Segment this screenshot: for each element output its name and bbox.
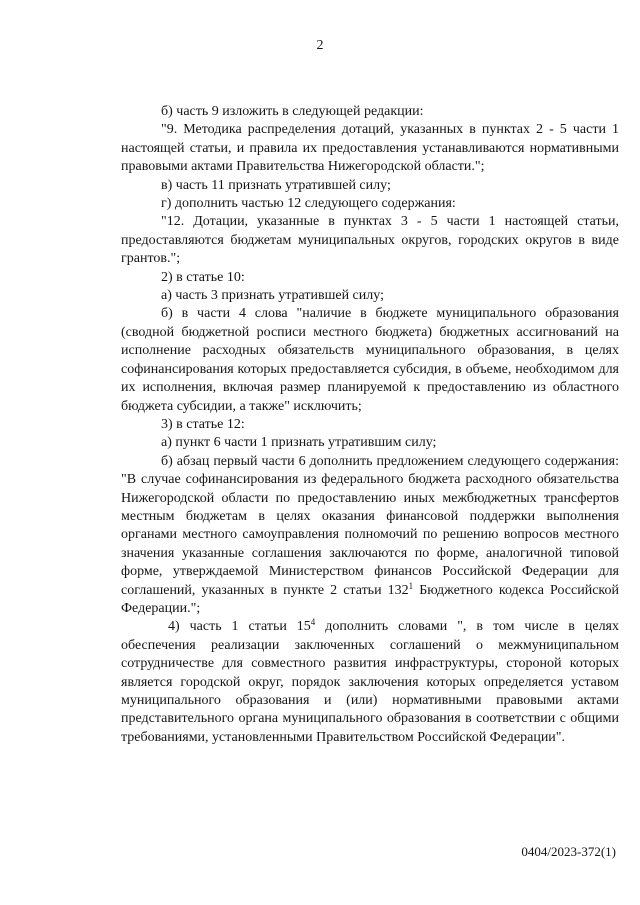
paragraph-text: б) абзац первый части 6 дополнить предложением следующего содержания: "В случае софинансирования из федерального бюджета расходного обязательства Нижегородской области по предоставлению иных межбюджетных трансфертов местным бюджетам в целях оказания финансовой поддержки выполнения органами местного самоуправления полномочий по решению вопросов местного значения указанные соглашения заключаются по форме, аналогичной типовой форме, утверждаемой Министерством финансов Российской Федерации для соглашений, указанных в пункте 2 статьи 132 xyxy=(121,453,619,598)
paragraph xyxy=(121,453,619,619)
paragraph: а) часть 3 признать утратившей силу; xyxy=(161,288,384,304)
document-body xyxy=(121,103,619,747)
paragraph: г) дополнить частью 12 следующего содержания: xyxy=(161,196,456,212)
paragraph: в) часть 11 признать утратившей силу; xyxy=(161,177,391,193)
paragraph: б) в части 4 слова "наличие в бюджете муниципального образования (сводной бюджетной росписи местного бюджета) бюджетных ассигнований на исполнение расходных обязательств муниципального образования, в целях софинансирования которых предоставляется субсидия, в объеме, необходимом для их исполнения, включая размер планируемой к предоставлению из областного бюджета субсидии, а также" исключить; xyxy=(121,306,619,414)
paragraph: б) часть 9 изложить в следующей редакции: xyxy=(161,104,424,119)
superscript: 1 xyxy=(408,580,414,591)
paragraph-text: 4) часть 1 статьи 15 xyxy=(168,619,311,635)
paragraph: а) пункт 6 части 1 признать утратившим силу; xyxy=(161,435,437,451)
paragraph-text: дополнить словами ", в том числе в целях обеспечения реализации заключенных соглашений о межмуниципальном сотрудничестве для совместного развития инфраструктуры, стороной которых является городской округ, порядок заключения которых определяется уставом муниципального образования и (или) нормативными правовыми актами представительного органа муниципального образования в соответствии с общими требованиями, установленными Правительством Российской Федерации". xyxy=(121,619,620,745)
paragraph: "9. Методика распределения дотаций, указанных в пунктах 2 - 5 части 1 настоящей статьи, и правила их предоставления устанавливаются нормативными правовыми актами Правительства Нижегородской области."; xyxy=(121,122,619,175)
paragraph-text: Бюджетного кодекса Российской Федерации."; xyxy=(121,582,619,616)
document-code: 0404/2023-372(1) xyxy=(521,844,616,859)
paragraph xyxy=(121,618,619,747)
paragraph: "12. Дотации, указанные в пунктах 3 - 5 части 1 настоящей статьи, предоставляются бюджетам муниципальных округов, городских округов в виде грантов."; xyxy=(121,214,619,267)
page-number: 2 xyxy=(316,38,324,53)
paragraph: 3) в статье 12: xyxy=(161,416,245,432)
superscript: 4 xyxy=(310,617,316,628)
paragraph: 2) в статье 10: xyxy=(161,269,245,285)
